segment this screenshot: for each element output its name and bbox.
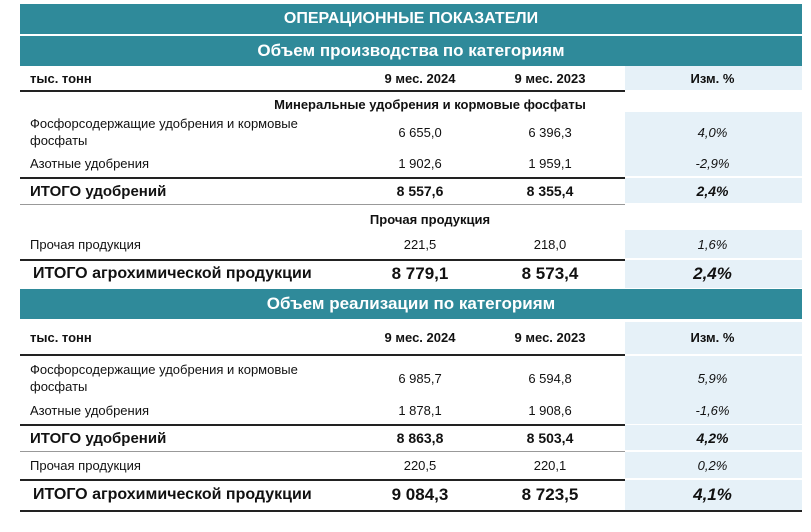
other-change: 0,2% <box>697 457 728 473</box>
col-2024-header: 9 мес. 2024 <box>384 70 456 86</box>
row-value-2024: 1 878,1 <box>398 402 442 418</box>
other-label: Прочая продукция <box>30 457 141 473</box>
row-value-2024: 6 985,7 <box>398 370 442 386</box>
divider <box>20 354 625 356</box>
divider <box>20 479 625 481</box>
other-label: Прочая продукция <box>30 236 141 252</box>
other-2024: 221,5 <box>403 236 437 252</box>
col-2024-header: 9 мес. 2024 <box>384 329 456 345</box>
row-value-2024: 6 655,0 <box>398 124 442 140</box>
col-2023-header: 9 мес. 2023 <box>514 70 586 86</box>
total-fertilizers-label: ИТОГО удобрений <box>30 182 167 200</box>
other-2024: 220,5 <box>403 457 437 473</box>
total-fertilizers-change: 4,2% <box>696 430 729 446</box>
total-agro-label: ИТОГО агрохимической продукции <box>33 265 312 282</box>
total-agro-change: 2,4% <box>693 264 732 283</box>
unit-header: тыс. тонн <box>30 329 92 345</box>
row-change: -2,9% <box>695 155 730 171</box>
row-change: 5,9% <box>697 370 728 386</box>
row-value-2023: 1 908,6 <box>528 402 572 418</box>
total-agro-label: ИТОГО агрохимической продукции <box>33 486 312 503</box>
row-change: -1,6% <box>695 402 730 418</box>
divider <box>20 510 802 512</box>
total-fertilizers-2024: 8 557,6 <box>396 183 444 199</box>
total-fertilizers-2024: 8 863,8 <box>396 430 444 446</box>
total-fertilizers-2023: 8 503,4 <box>526 430 574 446</box>
row-label: Азотные удобрения <box>30 402 150 418</box>
other-2023: 218,0 <box>533 236 567 252</box>
row-value-2023: 1 959,1 <box>528 155 572 171</box>
production-heading: Объем производства по категориям <box>20 36 802 66</box>
unit-header: тыс. тонн <box>30 70 92 86</box>
col-change-header: Изм. % <box>690 70 735 86</box>
table-title: ОПЕРАЦИОННЫЕ ПОКАЗАТЕЛИ <box>20 4 802 34</box>
section-other-heading: Прочая продукция <box>369 212 491 227</box>
row-change: 4,0% <box>697 124 728 140</box>
col-2023-header: 9 мес. 2023 <box>514 329 586 345</box>
total-agro-2024: 8 779,1 <box>391 264 449 283</box>
total-fertilizers-label: ИТОГО удобрений <box>30 429 167 447</box>
divider <box>20 90 625 92</box>
divider <box>20 451 625 452</box>
total-fertilizers-2023: 8 355,4 <box>526 183 574 199</box>
total-agro-change: 4,1% <box>693 485 732 504</box>
col-change-header: Изм. % <box>690 329 735 345</box>
divider <box>20 204 625 205</box>
total-fertilizers-change: 2,4% <box>696 183 729 199</box>
row-label: Фосфорсодержащие удобрения и кормовые фосфаты <box>30 116 298 148</box>
total-agro-2024: 9 084,3 <box>391 485 449 504</box>
row-label: Азотные удобрения <box>30 155 150 171</box>
sales-heading: Объем реализации по категориям <box>20 289 802 319</box>
row-label: Фосфорсодержащие удобрения и кормовые фосфаты <box>30 362 298 394</box>
other-2023: 220,1 <box>533 457 567 473</box>
section-mineral-heading: Минеральные удобрения и кормовые фосфаты <box>274 97 586 112</box>
other-change: 1,6% <box>697 236 728 252</box>
total-agro-2023: 8 573,4 <box>521 264 579 283</box>
row-value-2024: 1 902,6 <box>398 155 442 171</box>
row-value-2023: 6 594,8 <box>528 370 572 386</box>
total-agro-2023: 8 723,5 <box>521 485 579 504</box>
row-value-2023: 6 396,3 <box>528 124 572 140</box>
